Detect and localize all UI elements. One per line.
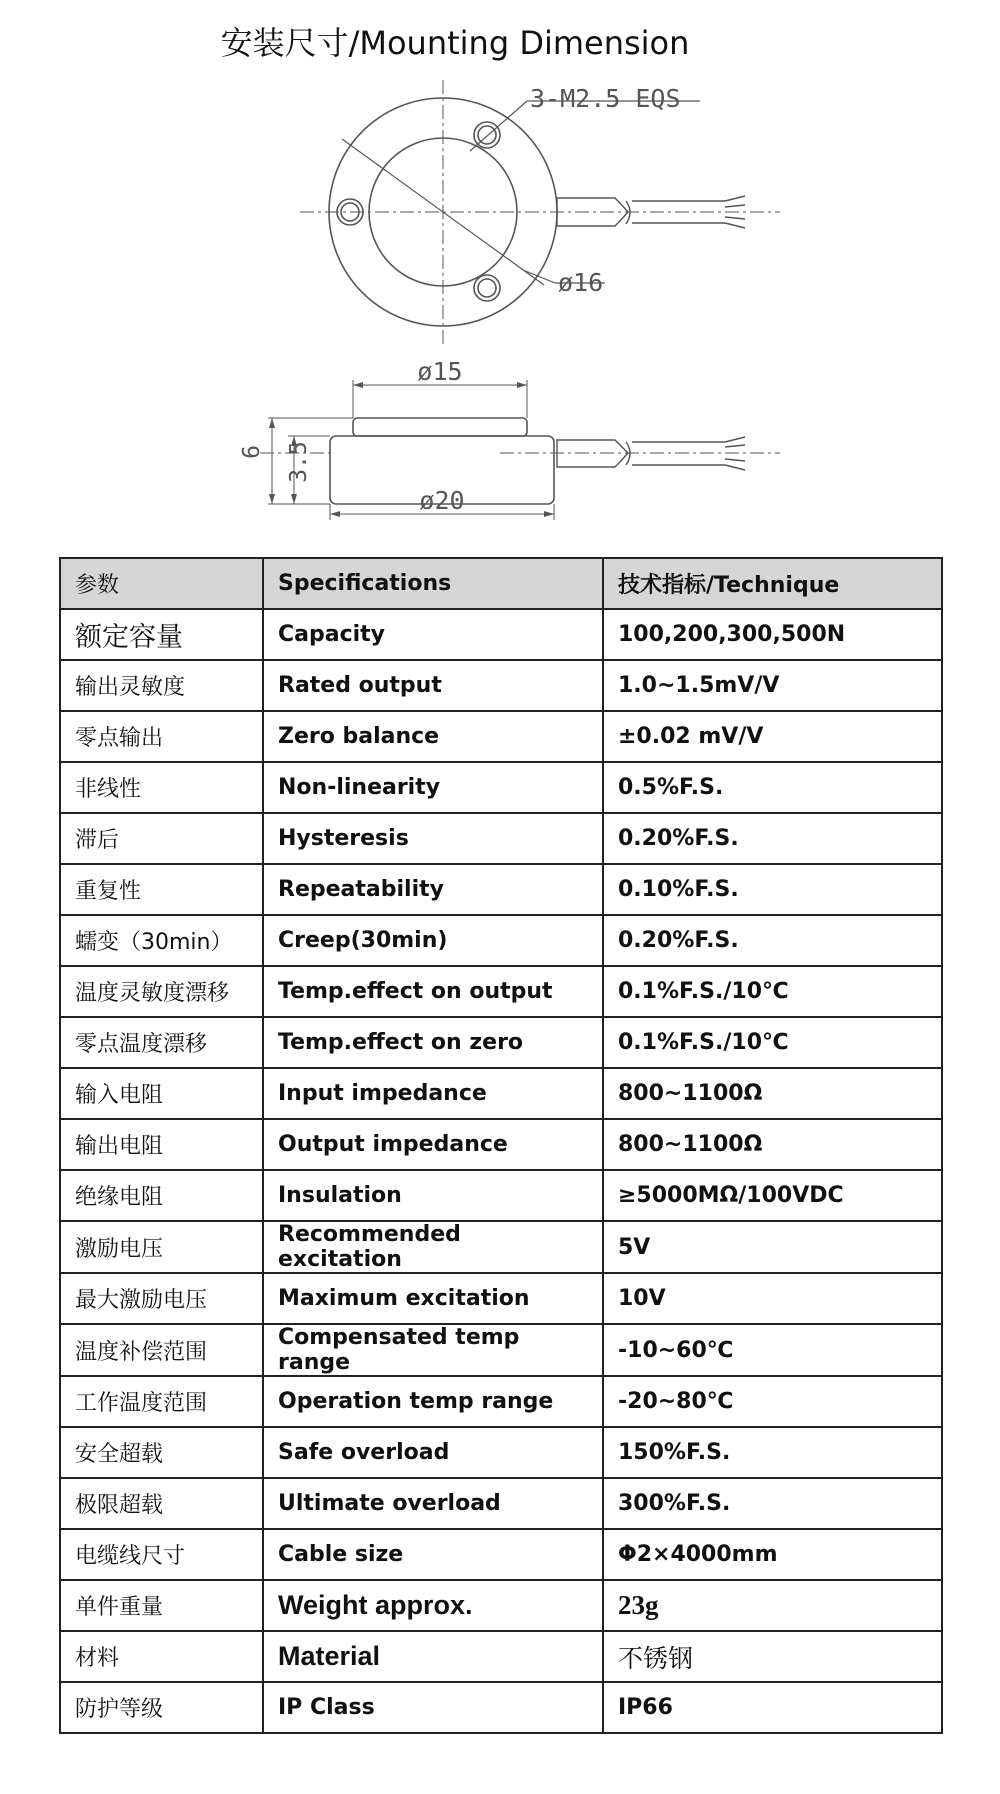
param-en: Ultimate overload bbox=[263, 1478, 603, 1529]
header-technique: 技术指标/Technique bbox=[603, 558, 942, 609]
table-row bbox=[60, 762, 942, 813]
param-cn: 安全超载 bbox=[60, 1427, 263, 1478]
param-cn: 工作温度范围 bbox=[60, 1376, 263, 1427]
table-row bbox=[60, 1017, 942, 1068]
param-value: 0.10%F.S. bbox=[603, 864, 942, 915]
param-cn: 激励电压 bbox=[60, 1221, 263, 1273]
param-en: Cable size bbox=[263, 1529, 603, 1580]
param-cn: 输出电阻 bbox=[60, 1119, 263, 1170]
param-en: Temp.effect on zero bbox=[263, 1017, 603, 1068]
param-cn: 单件重量 bbox=[60, 1580, 263, 1631]
param-cn: 极限超载 bbox=[60, 1478, 263, 1529]
table-row bbox=[60, 1273, 942, 1324]
param-en: Non-linearity bbox=[263, 762, 603, 813]
param-en: Recommended excitation bbox=[263, 1221, 603, 1273]
param-cn: 输出灵敏度 bbox=[60, 660, 263, 711]
param-en: Weight approx. bbox=[263, 1580, 603, 1631]
height-total-label: 6 bbox=[239, 445, 265, 459]
param-value: ≥5000MΩ/100VDC bbox=[603, 1170, 942, 1221]
param-en: Creep(30min) bbox=[263, 915, 603, 966]
param-en: Output impedance bbox=[263, 1119, 603, 1170]
table-header-row bbox=[60, 558, 942, 609]
param-en: Repeatability bbox=[263, 864, 603, 915]
param-cn: 零点温度漂移 bbox=[60, 1017, 263, 1068]
param-cn: 输入电阻 bbox=[60, 1068, 263, 1119]
param-en: Capacity bbox=[263, 609, 603, 660]
param-en: Zero balance bbox=[263, 711, 603, 762]
param-cn: 材料 bbox=[60, 1631, 263, 1682]
spec-table bbox=[59, 557, 943, 1734]
height-base-label: 3.5 bbox=[286, 441, 312, 483]
param-cn: 温度补偿范围 bbox=[60, 1324, 263, 1376]
param-value: 800~1100Ω bbox=[603, 1119, 942, 1170]
param-value: 0.20%F.S. bbox=[603, 813, 942, 864]
param-cn: 温度灵敏度漂移 bbox=[60, 966, 263, 1017]
param-value: 0.20%F.S. bbox=[603, 915, 942, 966]
table-row bbox=[60, 1427, 942, 1478]
param-value: -20~80℃ bbox=[603, 1376, 942, 1427]
param-en: Temp.effect on output bbox=[263, 966, 603, 1017]
param-en: Insulation bbox=[263, 1170, 603, 1221]
header-spec: Specifications bbox=[263, 558, 603, 609]
table-row bbox=[60, 1631, 942, 1682]
page-title: 安装尺寸/Mounting Dimension bbox=[220, 24, 690, 62]
mounting-drawing bbox=[0, 0, 1000, 540]
base-dia-label: ø20 bbox=[419, 486, 465, 515]
param-value: 150%F.S. bbox=[603, 1427, 942, 1478]
param-cn: 绝缘电阻 bbox=[60, 1170, 263, 1221]
param-value: 0.1%F.S./10℃ bbox=[603, 1017, 942, 1068]
param-value: 0.1%F.S./10℃ bbox=[603, 966, 942, 1017]
param-en: Hysteresis bbox=[263, 813, 603, 864]
param-en: Compensated temp range bbox=[263, 1324, 603, 1376]
param-value: 0.5%F.S. bbox=[603, 762, 942, 813]
table-row bbox=[60, 864, 942, 915]
param-cn: 蠕变（30min） bbox=[60, 915, 263, 966]
param-en: Operation temp range bbox=[263, 1376, 603, 1427]
table-row bbox=[60, 1068, 942, 1119]
param-cn: 防护等级 bbox=[60, 1682, 263, 1733]
side-view bbox=[260, 380, 780, 520]
param-value: 100,200,300,500N bbox=[603, 609, 942, 660]
table-row bbox=[60, 1682, 942, 1733]
param-value: 300%F.S. bbox=[603, 1478, 942, 1529]
param-value: 10V bbox=[603, 1273, 942, 1324]
param-cn: 电缆线尺寸 bbox=[60, 1529, 263, 1580]
table-row bbox=[60, 1478, 942, 1529]
table-row bbox=[60, 609, 942, 660]
param-en: Safe overload bbox=[263, 1427, 603, 1478]
param-value: 800~1100Ω bbox=[603, 1068, 942, 1119]
table-row bbox=[60, 711, 942, 762]
param-value: 23g bbox=[603, 1580, 942, 1631]
param-value: -10~60℃ bbox=[603, 1324, 942, 1376]
inner-dia-label: ø16 bbox=[558, 268, 604, 297]
param-en: Rated output bbox=[263, 660, 603, 711]
param-value: 5V bbox=[603, 1221, 942, 1273]
param-cn: 非线性 bbox=[60, 762, 263, 813]
top-disc bbox=[353, 418, 527, 436]
table-row bbox=[60, 660, 942, 711]
table-row bbox=[60, 1580, 942, 1631]
table-row bbox=[60, 1529, 942, 1580]
param-value: ±0.02 mV/V bbox=[603, 711, 942, 762]
table-row bbox=[60, 966, 942, 1017]
header-param: 参数 bbox=[60, 558, 263, 609]
param-cn: 滞后 bbox=[60, 813, 263, 864]
param-en: Input impedance bbox=[263, 1068, 603, 1119]
table-row bbox=[60, 1170, 942, 1221]
table-row bbox=[60, 1324, 942, 1376]
table-row bbox=[60, 813, 942, 864]
param-en: Maximum excitation bbox=[263, 1273, 603, 1324]
param-en: IP Class bbox=[263, 1682, 603, 1733]
param-cn: 重复性 bbox=[60, 864, 263, 915]
param-value: IP66 bbox=[603, 1682, 942, 1733]
table-row bbox=[60, 1376, 942, 1427]
table-row bbox=[60, 915, 942, 966]
thread-label: 3-M2.5 EQS bbox=[530, 84, 681, 113]
param-cn: 最大激励电压 bbox=[60, 1273, 263, 1324]
param-en: Material bbox=[263, 1631, 603, 1682]
param-cn: 额定容量 bbox=[60, 609, 263, 660]
param-value: 不锈钢 bbox=[603, 1631, 942, 1682]
param-value: 1.0~1.5mV/V bbox=[603, 660, 942, 711]
top-dia-label: ø15 bbox=[417, 357, 463, 386]
table-row bbox=[60, 1221, 942, 1273]
top-view bbox=[300, 80, 780, 345]
table-row bbox=[60, 1119, 942, 1170]
param-value: Φ2×4000mm bbox=[603, 1529, 942, 1580]
param-cn: 零点输出 bbox=[60, 711, 263, 762]
